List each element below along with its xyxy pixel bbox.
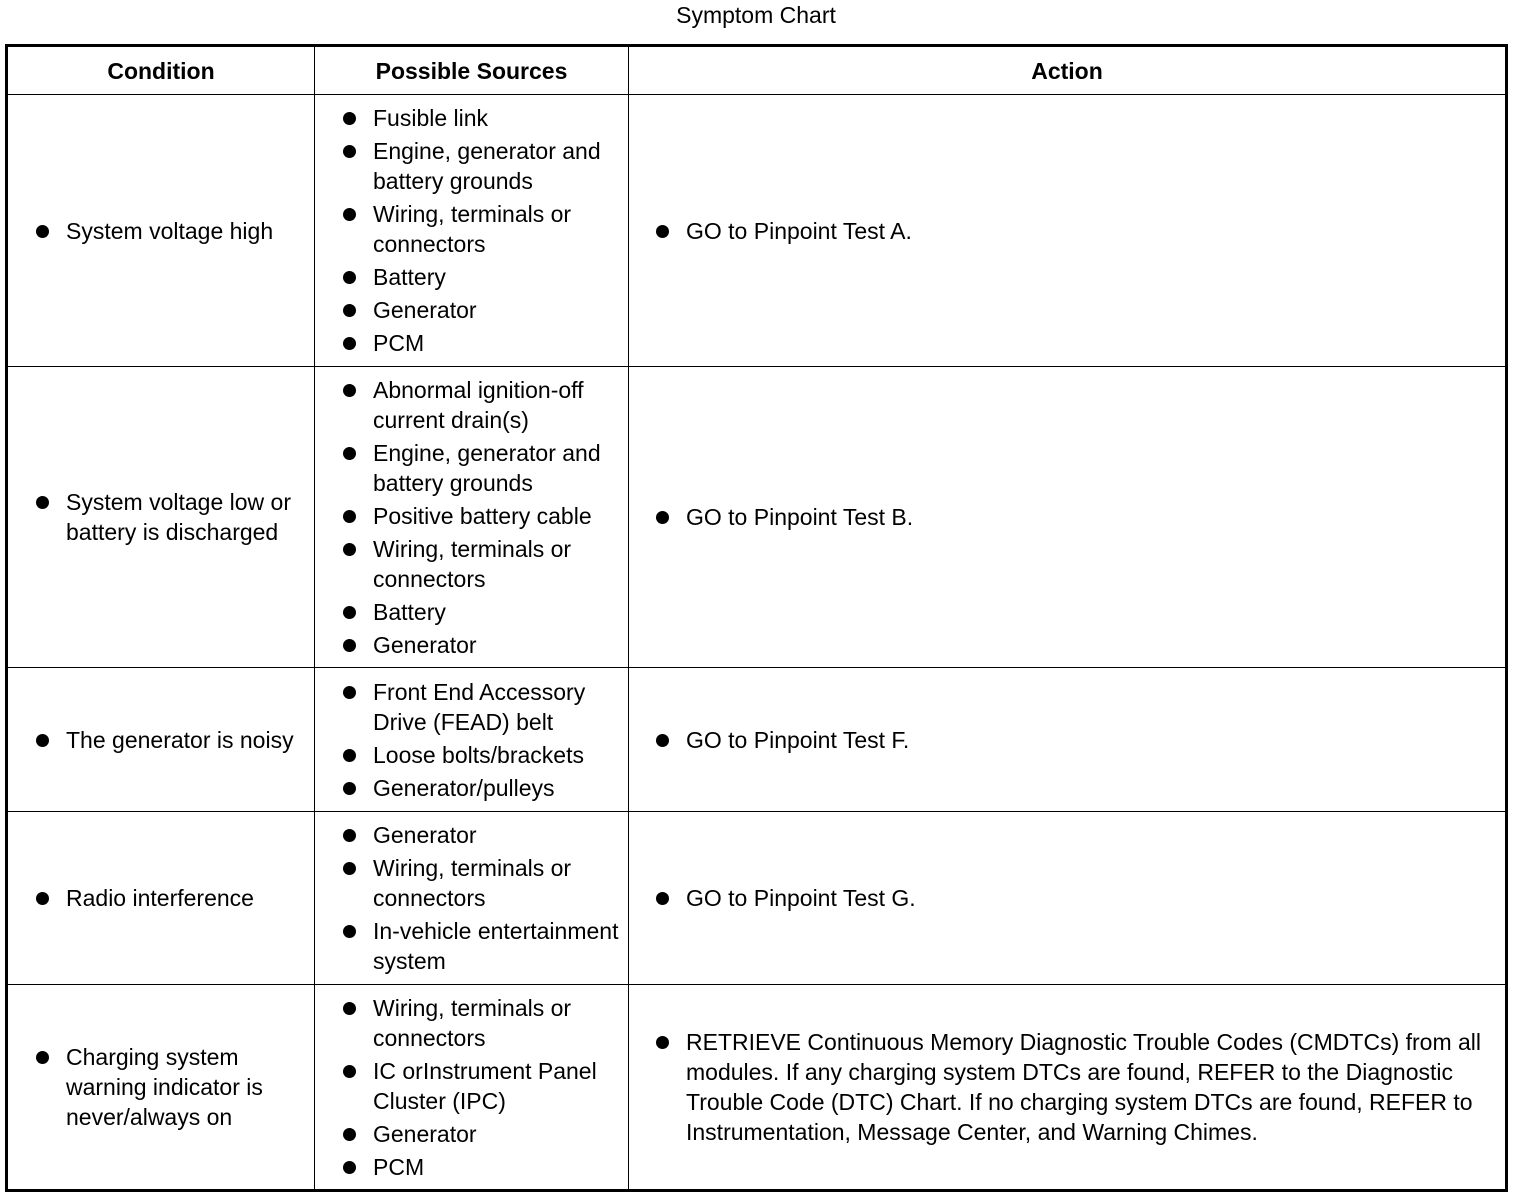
action-text: GO to Pinpoint Test A. <box>686 216 1491 246</box>
symptom-table <box>5 44 1508 1192</box>
source-item: Loose bolts/brackets <box>373 740 622 770</box>
condition-cell <box>7 95 315 367</box>
action-text: GO to Pinpoint Test B. <box>686 502 1491 532</box>
table-row <box>7 985 1507 1191</box>
chart-title: Symptom Chart <box>676 2 836 28</box>
source-item: Generator <box>373 630 622 660</box>
condition-text: System voltage high <box>66 216 304 246</box>
sources-cell <box>315 95 629 367</box>
condition-cell <box>7 367 315 668</box>
source-item: Wiring, terminals or connectors <box>373 534 622 594</box>
source-item: PCM <box>373 328 622 358</box>
action-text: GO to Pinpoint Test F. <box>686 725 1491 755</box>
source-item: In-vehicle entertainment system <box>373 916 622 976</box>
table-row <box>7 95 1507 367</box>
condition-text: Radio interference <box>66 883 304 913</box>
source-item: Wiring, terminals or connectors <box>373 199 622 259</box>
condition-text: Charging system warning indicator is never/always on <box>66 1042 304 1132</box>
source-item: Battery <box>373 262 622 292</box>
source-item: Generator <box>373 295 622 325</box>
condition-cell <box>7 668 315 812</box>
header-action: Action <box>629 46 1507 95</box>
sources-cell <box>315 812 629 985</box>
source-item: Front End Accessory Drive (FEAD) belt <box>373 677 622 737</box>
action-text: RETRIEVE Continuous Memory Diagnostic Trouble Codes (CMDTCs) from all modules. If any charging system DTCs are found, REFER to the Diagnostic Trouble Code (DTC) Chart. If no charging system DTCs are found, REFER to Instrumentation, Message Center, and Warning Chimes. <box>686 1027 1491 1147</box>
sources-cell <box>315 985 629 1191</box>
source-item: Generator <box>373 820 622 850</box>
table-row <box>7 812 1507 985</box>
source-item: Generator/pulleys <box>373 773 622 803</box>
condition-cell <box>7 985 315 1191</box>
action-text: GO to Pinpoint Test G. <box>686 883 1491 913</box>
header-condition: Condition <box>7 46 315 95</box>
source-item: IC orInstrument Panel Cluster (IPC) <box>373 1056 622 1116</box>
source-item: Battery <box>373 597 622 627</box>
source-item: Fusible link <box>373 103 622 133</box>
source-item: Engine, generator and battery grounds <box>373 136 622 196</box>
source-item: Positive battery cable <box>373 501 622 531</box>
condition-cell <box>7 812 315 985</box>
table-row <box>7 367 1507 668</box>
sources-cell <box>315 668 629 812</box>
source-item: PCM <box>373 1152 622 1182</box>
source-item: Generator <box>373 1119 622 1149</box>
source-item: Wiring, terminals or connectors <box>373 993 622 1053</box>
condition-text: The generator is noisy <box>66 725 304 755</box>
action-cell <box>629 367 1507 668</box>
source-item: Engine, generator and battery grounds <box>373 438 622 498</box>
header-possible-sources: Possible Sources <box>315 46 629 95</box>
action-cell <box>629 812 1507 985</box>
action-cell <box>629 668 1507 812</box>
table-row <box>7 668 1507 812</box>
table-header-row <box>7 46 1507 95</box>
action-cell <box>629 985 1507 1191</box>
source-item: Abnormal ignition-off current drain(s) <box>373 375 622 435</box>
condition-text: System voltage low or battery is discharged <box>66 487 304 547</box>
source-item: Wiring, terminals or connectors <box>373 853 622 913</box>
sources-cell <box>315 367 629 668</box>
action-cell <box>629 95 1507 367</box>
